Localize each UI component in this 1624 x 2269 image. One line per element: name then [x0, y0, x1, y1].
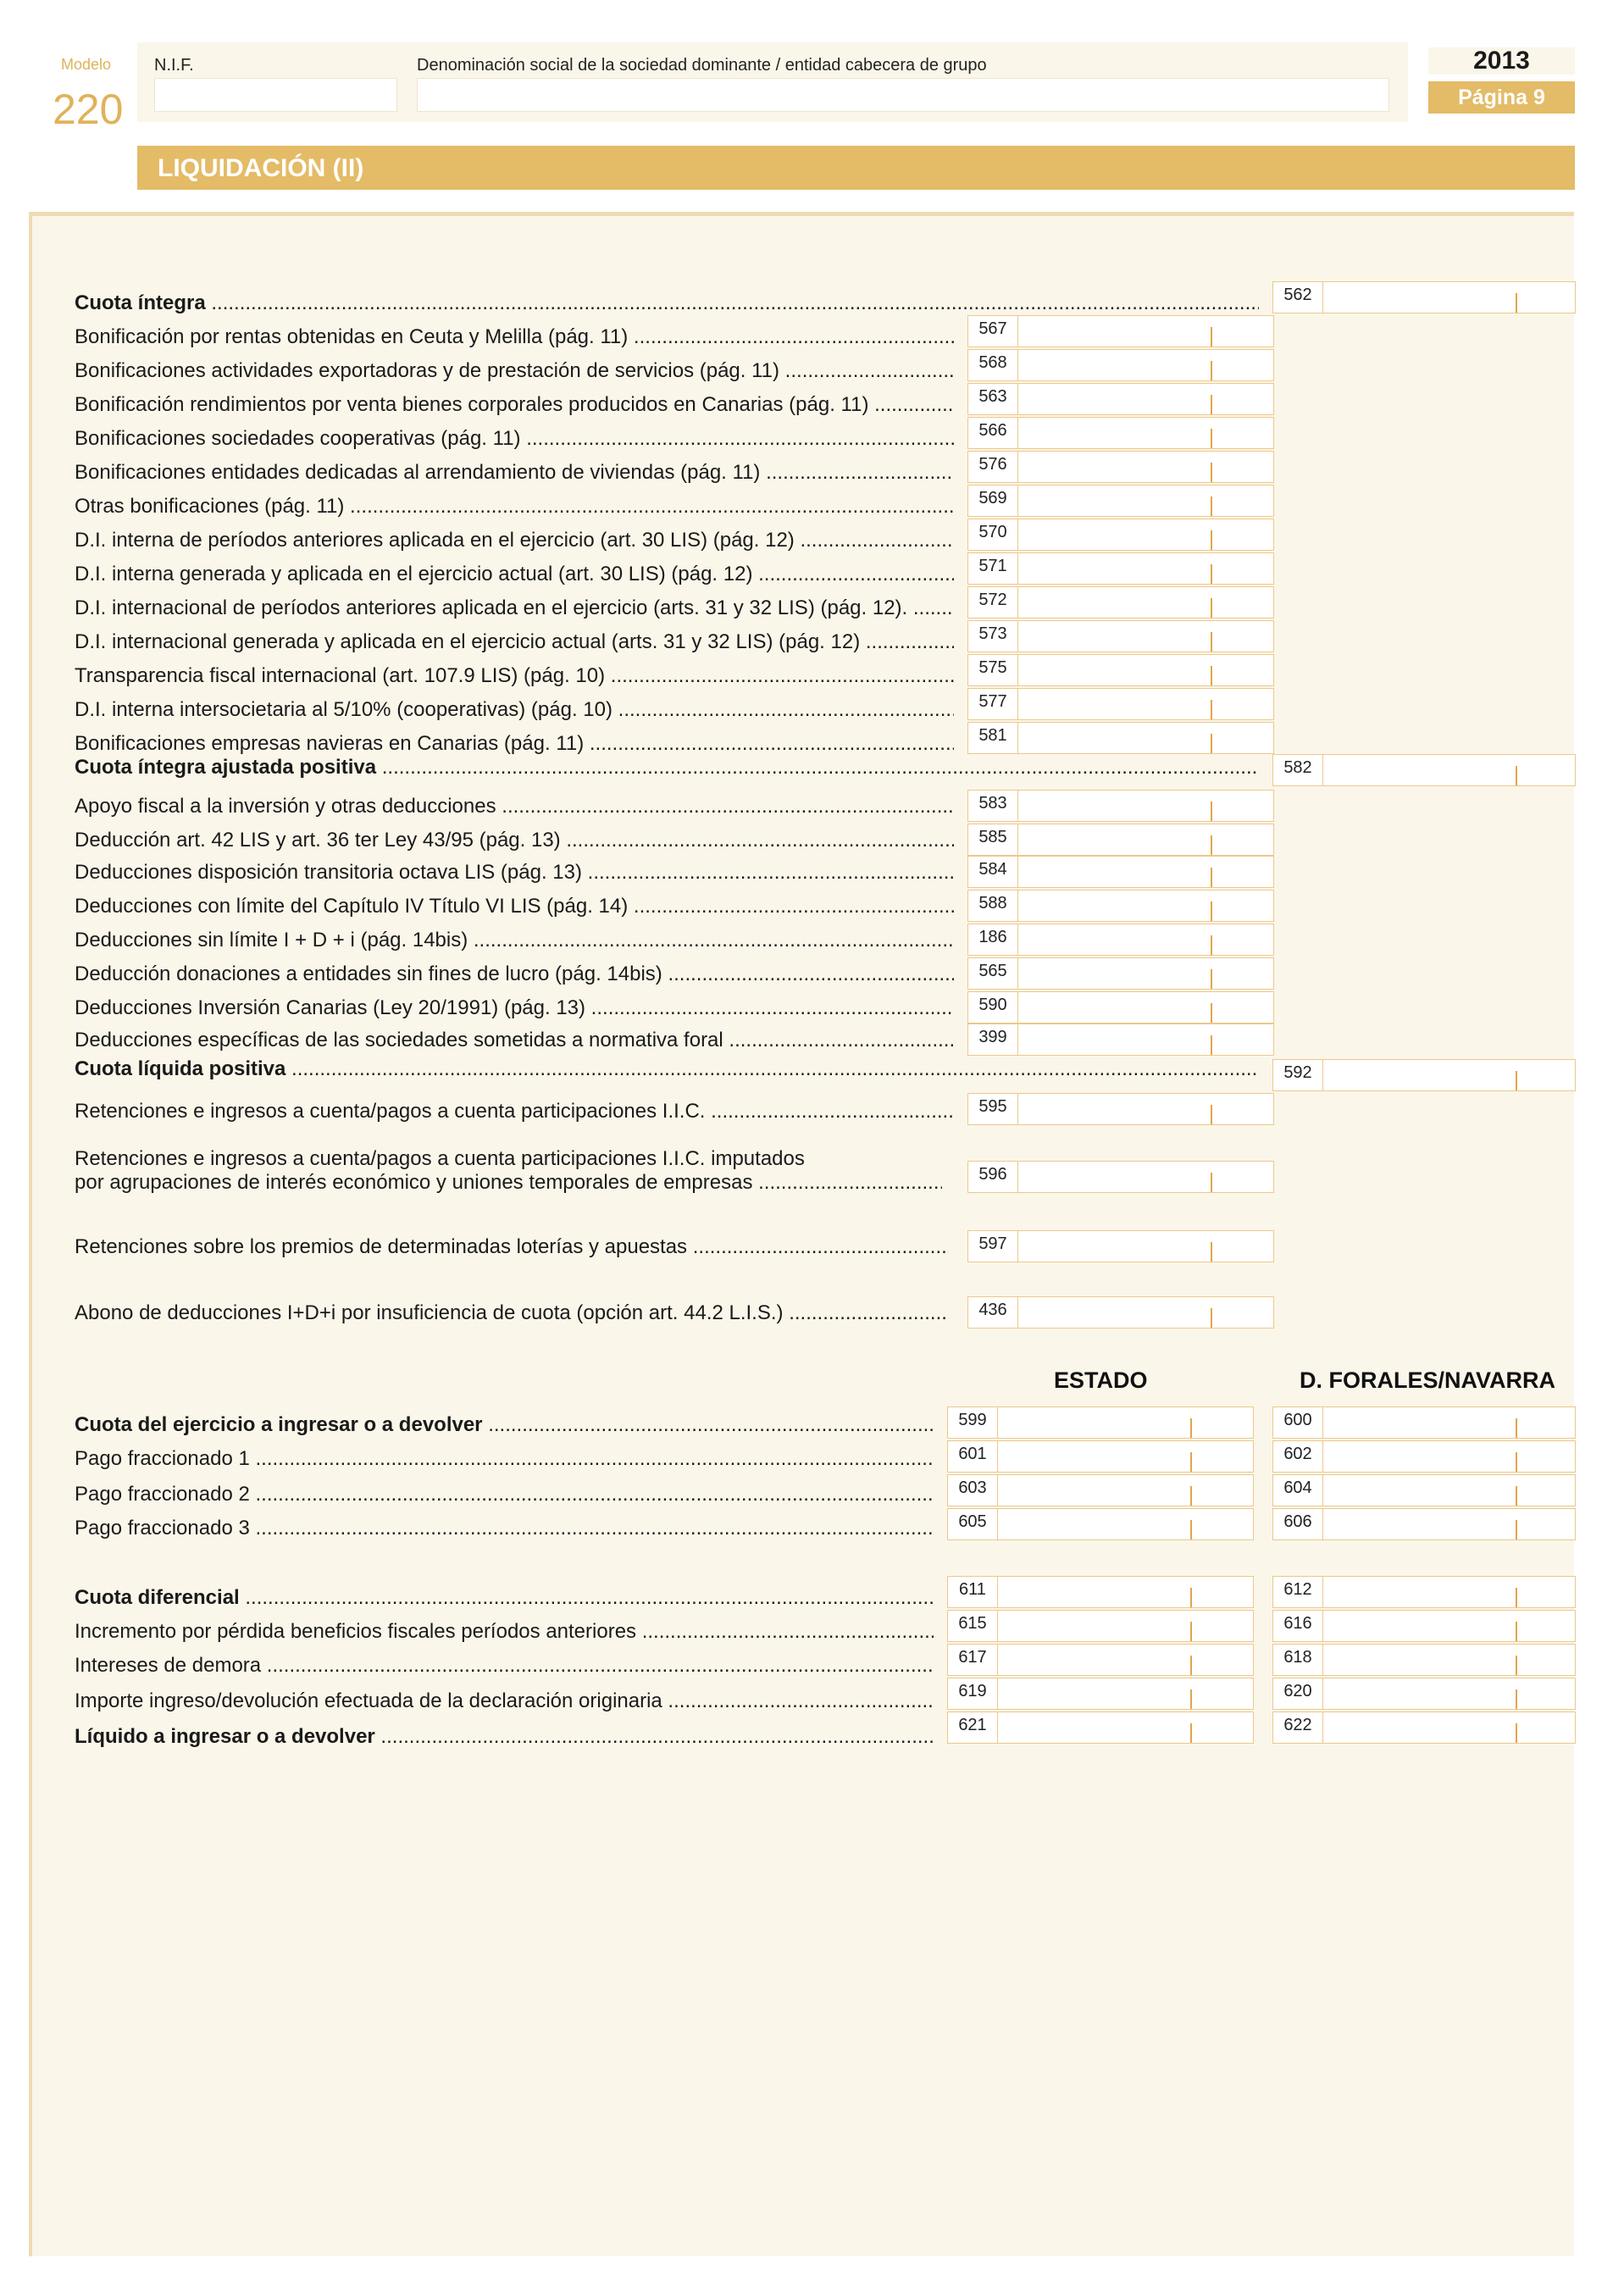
field-399[interactable]: 399 [967, 1024, 1274, 1056]
row-label: por agrupaciones de interés económico y uniones temporales de empresas ..... [75, 1171, 942, 1195]
field-615[interactable]: 615 [947, 1610, 1254, 1642]
row-label: Bonificaciones actividades exportadoras y de prestación de servicios (pág. 11) ..... [75, 359, 954, 383]
field-569[interactable]: 569 [967, 485, 1274, 517]
field-619[interactable]: 619 [947, 1678, 1254, 1710]
field-583[interactable]: 583 [967, 790, 1274, 822]
field-581[interactable]: 581 [967, 722, 1274, 754]
row-label: Otras bonificaciones (pág. 11) ..... [75, 495, 954, 519]
section-title: LIQUIDACIÓN (II) [158, 154, 364, 182]
field-566[interactable]: 566 [967, 417, 1274, 449]
row-label: Abono de deducciones I+D+i por insuficiencia de cuota (opción art. 44.2 L.I.S.) ..... [75, 1301, 949, 1325]
field-575[interactable]: 575 [967, 654, 1274, 686]
form-year: 2013 [1428, 47, 1575, 75]
field-622[interactable]: 622 [1272, 1711, 1576, 1744]
column-estado-heading: ESTADO [1054, 1368, 1148, 1393]
row-label: Cuota diferencial ..... [75, 1586, 934, 1610]
field-565[interactable]: 565 [967, 957, 1274, 990]
field-562[interactable]: 562 [1272, 281, 1576, 313]
row-label: Deducción art. 42 LIS y art. 36 ter Ley 43/95 (pág. 13) ..... [75, 829, 954, 852]
field-618[interactable]: 618 [1272, 1644, 1576, 1676]
field-617[interactable]: 617 [947, 1644, 1254, 1676]
denominacion-field[interactable] [417, 78, 1389, 112]
row-label: Pago fraccionado 3 ..... [75, 1517, 934, 1540]
row-label: Pago fraccionado 1 ..... [75, 1447, 934, 1471]
denominacion-label: Denominación social de la sociedad dominante / entidad cabecera de grupo [417, 56, 987, 75]
modelo-label: Modelo [61, 56, 112, 73]
field-568[interactable]: 568 [967, 349, 1274, 381]
nif-field[interactable] [154, 78, 397, 112]
field-186[interactable]: 186 [967, 924, 1274, 956]
row-label: Bonificación rendimientos por venta bienes corporales producidos en Canarias (pág. 11) ..... [75, 393, 954, 417]
row-label: Deducciones sin límite I + D + i (pág. 14bis) ..... [75, 929, 954, 952]
field-616[interactable]: 616 [1272, 1610, 1576, 1642]
field-595[interactable]: 595 [967, 1093, 1274, 1125]
column-forales-heading: D. FORALES/NAVARRA [1300, 1368, 1555, 1393]
field-605[interactable]: 605 [947, 1508, 1254, 1540]
row-label: Deducciones Inversión Canarias (Ley 20/1991) (pág. 13) ..... [75, 996, 954, 1020]
field-600[interactable]: 600 [1272, 1406, 1576, 1439]
field-599[interactable]: 599 [947, 1406, 1254, 1439]
field-597[interactable]: 597 [967, 1230, 1274, 1262]
field-596[interactable]: 596 [967, 1161, 1274, 1193]
row-label: Retenciones e ingresos a cuenta/pagos a cuenta participaciones I.I.C. imputados [75, 1147, 805, 1170]
row-label: Cuota líquida positiva ..... [75, 1057, 1259, 1081]
field-611[interactable]: 611 [947, 1576, 1254, 1608]
row-label: Cuota íntegra ..... [75, 291, 1259, 315]
row-label: D.I. interna de períodos anteriores aplicada en el ejercicio (art. 30 LIS) (pág. 12) ..... [75, 529, 954, 552]
field-588[interactable]: 588 [967, 890, 1274, 922]
field-606[interactable]: 606 [1272, 1508, 1576, 1540]
field-572[interactable]: 572 [967, 586, 1274, 619]
row-label: D.I. interna intersocietaria al 5/10% (cooperativas) (pág. 10) ..... [75, 698, 954, 722]
field-603[interactable]: 603 [947, 1474, 1254, 1506]
field-612[interactable]: 612 [1272, 1576, 1576, 1608]
field-576[interactable]: 576 [967, 451, 1274, 483]
modelo-number: 220 [53, 86, 124, 133]
row-label: Incremento por pérdida beneficios fiscales períodos anteriores ..... [75, 1620, 934, 1644]
field-567[interactable]: 567 [967, 315, 1274, 347]
field-590[interactable]: 590 [967, 991, 1274, 1024]
field-582[interactable]: 582 [1272, 754, 1576, 786]
field-563[interactable]: 563 [967, 383, 1274, 415]
row-label: Cuota del ejercicio a ingresar o a devolver ..... [75, 1413, 934, 1437]
field-602[interactable]: 602 [1272, 1440, 1576, 1473]
row-label: Deducción donaciones a entidades sin fines de lucro (pág. 14bis) ..... [75, 963, 954, 986]
row-label: Deducciones disposición transitoria octava LIS (pág. 13) ..... [75, 861, 954, 885]
field-601[interactable]: 601 [947, 1440, 1254, 1473]
field-573[interactable]: 573 [967, 620, 1274, 652]
nif-label: N.I.F. [154, 56, 194, 75]
row-label: Deducciones específicas de las sociedades sometidas a normativa foral ..... [75, 1029, 954, 1052]
row-label: D.I. internacional generada y aplicada en el ejercicio actual (arts. 31 y 32 LIS) (pág. 12) ..... [75, 630, 954, 654]
row-label: Bonificaciones entidades dedicadas al arrendamiento de viviendas (pág. 11) ..... [75, 461, 954, 485]
field-584[interactable]: 584 [967, 856, 1274, 888]
row-label: Transparencia fiscal internacional (art. 107.9 LIS) (pág. 10) ..... [75, 664, 954, 688]
row-label: Importe ingreso/devolución efectuada de la declaración originaria ..... [75, 1689, 934, 1713]
field-620[interactable]: 620 [1272, 1678, 1576, 1710]
row-label: Pago fraccionado 2 ..... [75, 1483, 934, 1506]
row-label: Intereses de demora ..... [75, 1654, 934, 1678]
row-label: Bonificaciones empresas navieras en Canarias (pág. 11) ..... [75, 732, 954, 756]
row-label: Bonificación por rentas obtenidas en Ceuta y Melilla (pág. 11) ..... [75, 325, 954, 349]
row-label: Retenciones sobre los premios de determinadas loterías y apuestas ..... [75, 1235, 949, 1259]
field-570[interactable]: 570 [967, 519, 1274, 551]
row-label: Bonificaciones sociedades cooperativas (pág. 11) ..... [75, 427, 954, 451]
field-577[interactable]: 577 [967, 688, 1274, 720]
field-621[interactable]: 621 [947, 1711, 1254, 1744]
page-number: Página 9 [1428, 81, 1575, 114]
row-label: Deducciones con límite del Capítulo IV Título VI LIS (pág. 14) ..... [75, 895, 954, 918]
field-585[interactable]: 585 [967, 824, 1274, 856]
field-604[interactable]: 604 [1272, 1474, 1576, 1506]
field-571[interactable]: 571 [967, 552, 1274, 585]
row-label: Retenciones e ingresos a cuenta/pagos a cuenta participaciones I.I.C. ..... [75, 1100, 954, 1123]
row-label: D.I. internacional de períodos anteriores aplicada en el ejercicio (arts. 31 y 32 LIS) (pág. 12). ..... [75, 596, 954, 620]
row-label: D.I. interna generada y aplicada en el ejercicio actual (art. 30 LIS) (pág. 12) ..... [75, 563, 954, 586]
row-label: Cuota íntegra ajustada positiva ..... [75, 756, 1259, 779]
row-label: Líquido a ingresar o a devolver ..... [75, 1725, 934, 1749]
field-592[interactable]: 592 [1272, 1059, 1576, 1091]
field-436[interactable]: 436 [967, 1296, 1274, 1329]
row-label: Apoyo fiscal a la inversión y otras deducciones ..... [75, 795, 954, 818]
